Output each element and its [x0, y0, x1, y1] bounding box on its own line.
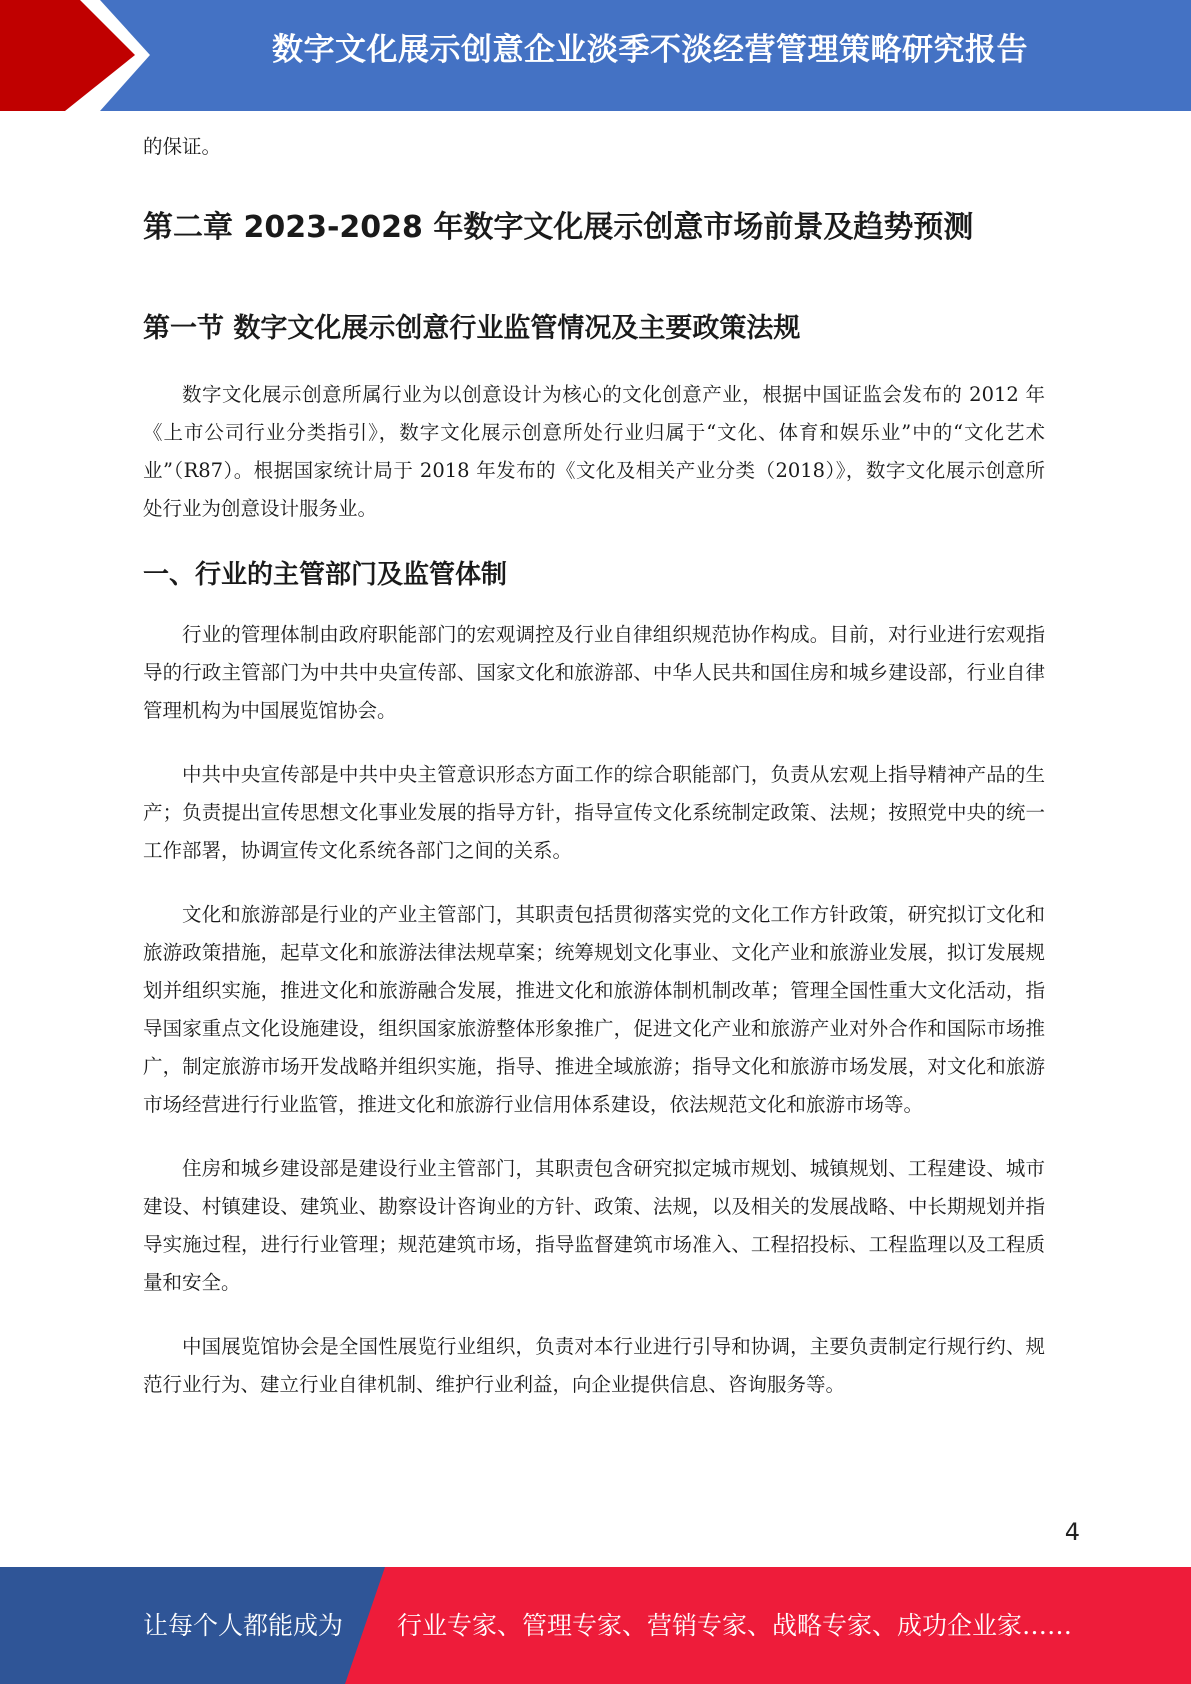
section-title: 第一节 数字文化展示创意行业监管情况及主要政策法规: [143, 313, 801, 344]
intro-paragraph: 数字文化展示创意所属行业为以创意设计为核心的文化创意产业，根据中国证监会发布的 2012 年《上市公司行业分类指引》，数字文化展示创意所处行业归属于“文化、体育和娱乐业”中的“文化艺术业”（R87）。根据国家统计局于 2018 年发布的《文化及相关产业分类（2018）》，数字文化展示创意所处行业为创意设计服务业。: [143, 383, 1045, 520]
page-footer: [0, 1567, 1191, 1684]
body-paragraph: 行业的管理体制由政府职能部门的宏观调控及行业自律组织规范协作构成。目前，对行业进行宏观指导的行政主管部门为中共中央宣传部、国家文化和旅游部、中华人民共和国住房和城乡建设部，行业自律管理机构为中国展览馆协会。: [143, 623, 1045, 722]
continuation-text: 的保证。: [143, 135, 222, 158]
body-paragraph: 住房和城乡建设部是建设行业主管部门，其职责包含研究拟定城市规划、城镇规划、工程建设、城市建设、村镇建设、建筑业、勘察设计咨询业的方针、政策、法规，以及相关的发展战略、中长期规划并指导实施过程，进行行业管理；规范建筑市场，指导监督建筑市场准入、工程招投标、工程监理以及工程质量和安全。: [143, 1157, 1045, 1294]
footer-slogan-right: 行业专家、管理专家、营销专家、战略专家、成功企业家……: [397, 1611, 1073, 1640]
page-header: [0, 0, 1191, 111]
footer-slogan-left: 让每个人都能成为: [143, 1611, 344, 1640]
page-number: 4: [1064, 1518, 1080, 1546]
body-paragraph: 文化和旅游部是行业的产业主管部门，其职责包括贯彻落实党的文化工作方针政策，研究拟订文化和旅游政策措施，起草文化和旅游法律法规草案；统筹规划文化事业、文化产业和旅游业发展，拟订发展规划并组织实施，推进文化和旅游融合发展，推进文化和旅游体制机制改革；管理全国性重大文化活动，指导国家重点文化设施建设，组织国家旅游整体形象推广，促进文化产业和旅游产业对外合作和国际市场推广，制定旅游市场开发战略并组织实施，指导、推进全域旅游；指导文化和旅游市场发展，对文化和旅游市场经营进行行业监管，推进文化和旅游行业信用体系建设，依法规范文化和旅游市场等。: [143, 903, 1045, 1116]
header-title: 数字文化展示创意企业淡季不淡经营管理策略研究报告: [272, 32, 1028, 68]
chapter-title: 第二章 2023-2028 年数字文化展示创意市场前景及趋势预测: [143, 210, 974, 245]
subsection-title: 一、行业的主管部门及监管体制: [143, 560, 508, 590]
body-paragraph: 中共中央宣传部是中共中央主管意识形态方面工作的综合职能部门，负责从宏观上指导精神产品的生产；负责提出宣传思想文化事业发展的指导方针，指导宣传文化系统制定政策、法规；按照党中央的统一工作部署，协调宣传文化系统各部门之间的关系。: [143, 763, 1045, 862]
main-content: [143, 128, 1045, 1430]
body-paragraph: 中国展览馆协会是全国性展览行业组织，负责对本行业进行引导和协调，主要负责制定行规行约、规范行业行为、建立行业自律机制、维护行业利益，向企业提供信息、咨询服务等。: [143, 1335, 1045, 1396]
